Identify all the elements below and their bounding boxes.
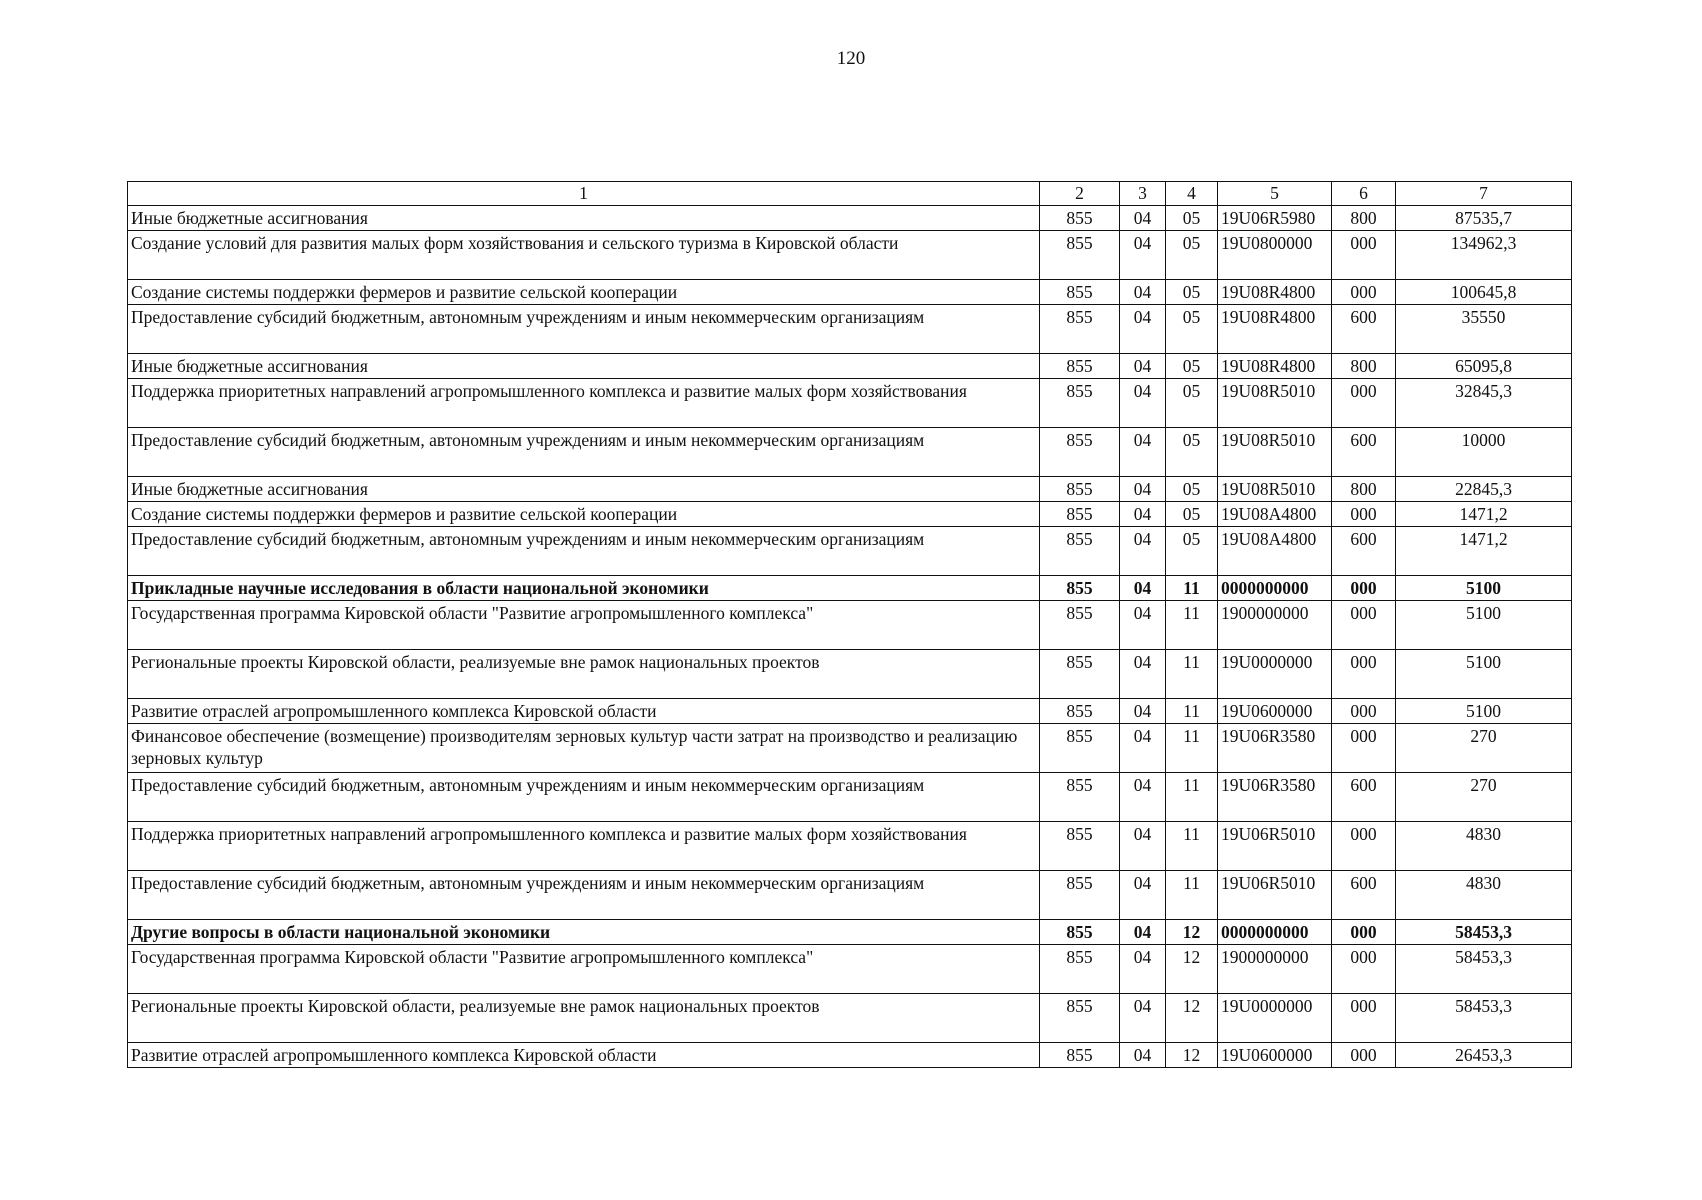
row-name-cell: Создание условий для развития малых форм хозяйствования и сельского туризма в Кировской области [128, 231, 1040, 280]
amount-cell: 5100 [1396, 650, 1572, 699]
section-code-cell: 04 [1120, 994, 1166, 1043]
row-name-cell: Создание системы поддержки фермеров и развитие сельской кооперации [128, 502, 1040, 527]
table-row [128, 945, 1572, 994]
target-article-cell: 19U06R3580 [1218, 724, 1332, 773]
ministry-code-cell: 855 [1040, 231, 1120, 280]
ministry-code-cell: 855 [1040, 822, 1120, 871]
row-name-cell: Создание системы поддержки фермеров и развитие сельской кооперации [128, 280, 1040, 305]
amount-cell: 1471,2 [1396, 527, 1572, 576]
ministry-code-cell: 855 [1040, 379, 1120, 428]
ministry-code-cell: 855 [1040, 920, 1120, 945]
expense-type-cell: 000 [1332, 920, 1396, 945]
expense-type-cell: 000 [1332, 650, 1396, 699]
ministry-code-cell: 855 [1040, 1043, 1120, 1068]
ministry-code-cell: 855 [1040, 305, 1120, 354]
section-code-cell: 04 [1120, 871, 1166, 920]
section-code-cell: 04 [1120, 280, 1166, 305]
target-article-cell: 19U06R3580 [1218, 773, 1332, 822]
target-article-cell: 19U06R5010 [1218, 822, 1332, 871]
target-article-cell: 19U08R5010 [1218, 379, 1332, 428]
expense-type-cell: 600 [1332, 527, 1396, 576]
table-row [128, 822, 1572, 871]
row-name-cell: Поддержка приоритетных направлений агропромышленного комплекса и развитие малых форм хозяйствования [128, 822, 1040, 871]
row-name-cell: Предоставление субсидий бюджетным, автономным учреждениям и иным некоммерческим организациям [128, 428, 1040, 477]
subsection-code-cell: 05 [1166, 231, 1218, 280]
ministry-code-cell: 855 [1040, 206, 1120, 231]
target-article-cell: 19U0600000 [1218, 1043, 1332, 1068]
ministry-code-cell: 855 [1040, 428, 1120, 477]
column-header: 6 [1332, 182, 1396, 206]
ministry-code-cell: 855 [1040, 994, 1120, 1043]
expense-type-cell: 600 [1332, 428, 1396, 477]
row-name-cell: Иные бюджетные ассигнования [128, 477, 1040, 502]
target-article-cell: 1900000000 [1218, 601, 1332, 650]
section-code-cell: 04 [1120, 206, 1166, 231]
section-code-cell: 04 [1120, 699, 1166, 724]
amount-cell: 1471,2 [1396, 502, 1572, 527]
section-code-cell: 04 [1120, 576, 1166, 601]
expense-type-cell: 800 [1332, 354, 1396, 379]
amount-cell: 270 [1396, 724, 1572, 773]
ministry-code-cell: 855 [1040, 601, 1120, 650]
subsection-code-cell: 11 [1166, 871, 1218, 920]
table-row [128, 379, 1572, 428]
row-name-cell: Прикладные научные исследования в области национальной экономики [128, 576, 1040, 601]
ministry-code-cell: 855 [1040, 502, 1120, 527]
subsection-code-cell: 11 [1166, 724, 1218, 773]
table-row [128, 773, 1572, 822]
expense-type-cell: 000 [1332, 502, 1396, 527]
amount-cell: 58453,3 [1396, 920, 1572, 945]
column-header: 2 [1040, 182, 1120, 206]
target-article-cell: 19U0000000 [1218, 994, 1332, 1043]
table-row [128, 650, 1572, 699]
section-code-cell: 04 [1120, 822, 1166, 871]
row-name-cell: Региональные проекты Кировской области, реализуемые вне рамок национальных проектов [128, 650, 1040, 699]
section-code-cell: 04 [1120, 231, 1166, 280]
row-name-cell: Иные бюджетные ассигнования [128, 354, 1040, 379]
expense-type-cell: 600 [1332, 305, 1396, 354]
row-name-cell: Иные бюджетные ассигнования [128, 206, 1040, 231]
section-code-cell: 04 [1120, 428, 1166, 477]
subsection-code-cell: 05 [1166, 305, 1218, 354]
row-name-cell: Государственная программа Кировской области "Развитие агропромышленного комплекса" [128, 601, 1040, 650]
expense-type-cell: 000 [1332, 822, 1396, 871]
expense-type-cell: 600 [1332, 871, 1396, 920]
section-code-cell: 04 [1120, 724, 1166, 773]
target-article-cell: 19U08R4800 [1218, 354, 1332, 379]
section-code-cell: 04 [1120, 379, 1166, 428]
table-row [128, 1043, 1572, 1068]
target-article-cell: 19U08A4800 [1218, 502, 1332, 527]
row-name-cell: Финансовое обеспечение (возмещение) производителям зерновых культур части затрат на производство и реализацию зерновых культур [128, 724, 1040, 773]
section-code-cell: 04 [1120, 527, 1166, 576]
subsection-code-cell: 12 [1166, 994, 1218, 1043]
table-row [128, 280, 1572, 305]
expense-type-cell: 000 [1332, 945, 1396, 994]
subsection-code-cell: 05 [1166, 280, 1218, 305]
section-code-cell: 04 [1120, 650, 1166, 699]
ministry-code-cell: 855 [1040, 699, 1120, 724]
ministry-code-cell: 855 [1040, 354, 1120, 379]
ministry-code-cell: 855 [1040, 527, 1120, 576]
subsection-code-cell: 12 [1166, 920, 1218, 945]
amount-cell: 10000 [1396, 428, 1572, 477]
subsection-code-cell: 11 [1166, 650, 1218, 699]
table-row [128, 354, 1572, 379]
table-row [128, 699, 1572, 724]
target-article-cell: 19U08R4800 [1218, 280, 1332, 305]
expense-type-cell: 000 [1332, 601, 1396, 650]
amount-cell: 22845,3 [1396, 477, 1572, 502]
subsection-code-cell: 05 [1166, 354, 1218, 379]
amount-cell: 5100 [1396, 699, 1572, 724]
ministry-code-cell: 855 [1040, 280, 1120, 305]
target-article-cell: 19U08R4800 [1218, 305, 1332, 354]
row-name-cell: Предоставление субсидий бюджетным, автономным учреждениям и иным некоммерческим организациям [128, 871, 1040, 920]
column-header: 1 [128, 182, 1040, 206]
amount-cell: 87535,7 [1396, 206, 1572, 231]
row-name-cell: Развитие отраслей агропромышленного комплекса Кировской области [128, 1043, 1040, 1068]
table-body [128, 206, 1572, 1068]
subsection-code-cell: 05 [1166, 428, 1218, 477]
target-article-cell: 19U08R5010 [1218, 477, 1332, 502]
subsection-code-cell: 05 [1166, 502, 1218, 527]
table-row [128, 206, 1572, 231]
subsection-code-cell: 12 [1166, 1043, 1218, 1068]
subsection-code-cell: 11 [1166, 699, 1218, 724]
subsection-code-cell: 11 [1166, 773, 1218, 822]
section-code-cell: 04 [1120, 945, 1166, 994]
table-row [128, 502, 1572, 527]
row-name-cell: Поддержка приоритетных направлений агропромышленного комплекса и развитие малых форм хозяйствования [128, 379, 1040, 428]
target-article-cell: 19U06R5980 [1218, 206, 1332, 231]
column-header: 7 [1396, 182, 1572, 206]
subsection-code-cell: 05 [1166, 206, 1218, 231]
table-row [128, 477, 1572, 502]
row-name-cell: Государственная программа Кировской области "Развитие агропромышленного комплекса" [128, 945, 1040, 994]
column-header: 3 [1120, 182, 1166, 206]
subsection-code-cell: 11 [1166, 576, 1218, 601]
expense-type-cell: 000 [1332, 231, 1396, 280]
amount-cell: 4830 [1396, 822, 1572, 871]
target-article-cell: 19U0000000 [1218, 650, 1332, 699]
target-article-cell: 0000000000 [1218, 576, 1332, 601]
section-code-cell: 04 [1120, 920, 1166, 945]
target-article-cell: 1900000000 [1218, 945, 1332, 994]
table-row [128, 601, 1572, 650]
subsection-code-cell: 12 [1166, 945, 1218, 994]
section-code-cell: 04 [1120, 1043, 1166, 1068]
table-row [128, 428, 1572, 477]
ministry-code-cell: 855 [1040, 773, 1120, 822]
section-code-cell: 04 [1120, 601, 1166, 650]
column-header: 4 [1166, 182, 1218, 206]
section-code-cell: 04 [1120, 305, 1166, 354]
expense-type-cell: 000 [1332, 994, 1396, 1043]
target-article-cell: 0000000000 [1218, 920, 1332, 945]
ministry-code-cell: 855 [1040, 724, 1120, 773]
amount-cell: 58453,3 [1396, 994, 1572, 1043]
table-row [128, 920, 1572, 945]
expense-type-cell: 800 [1332, 206, 1396, 231]
column-header: 5 [1218, 182, 1332, 206]
row-name-cell: Другие вопросы в области национальной экономики [128, 920, 1040, 945]
page-number: 120 [836, 48, 866, 69]
subsection-code-cell: 11 [1166, 601, 1218, 650]
expense-type-cell: 600 [1332, 773, 1396, 822]
table-row [128, 231, 1572, 280]
expense-type-cell: 000 [1332, 280, 1396, 305]
amount-cell: 35550 [1396, 305, 1572, 354]
subsection-code-cell: 05 [1166, 379, 1218, 428]
amount-cell: 5100 [1396, 576, 1572, 601]
row-name-cell: Развитие отраслей агропромышленного комплекса Кировской области [128, 699, 1040, 724]
section-code-cell: 04 [1120, 354, 1166, 379]
section-code-cell: 04 [1120, 773, 1166, 822]
subsection-code-cell: 11 [1166, 822, 1218, 871]
amount-cell: 65095,8 [1396, 354, 1572, 379]
amount-cell: 32845,3 [1396, 379, 1572, 428]
amount-cell: 270 [1396, 773, 1572, 822]
ministry-code-cell: 855 [1040, 871, 1120, 920]
amount-cell: 58453,3 [1396, 945, 1572, 994]
target-article-cell: 19U0600000 [1218, 699, 1332, 724]
amount-cell: 100645,8 [1396, 280, 1572, 305]
row-name-cell: Предоставление субсидий бюджетным, автономным учреждениям и иным некоммерческим организациям [128, 305, 1040, 354]
expense-type-cell: 000 [1332, 1043, 1396, 1068]
row-name-cell: Региональные проекты Кировской области, реализуемые вне рамок национальных проектов [128, 994, 1040, 1043]
subsection-code-cell: 05 [1166, 527, 1218, 576]
expense-type-cell: 000 [1332, 699, 1396, 724]
budget-table [127, 181, 1572, 1068]
ministry-code-cell: 855 [1040, 576, 1120, 601]
amount-cell: 4830 [1396, 871, 1572, 920]
ministry-code-cell: 855 [1040, 650, 1120, 699]
expense-type-cell: 000 [1332, 576, 1396, 601]
column-number-header [128, 182, 1572, 206]
table-row [128, 305, 1572, 354]
table-row [128, 576, 1572, 601]
row-name-cell: Предоставление субсидий бюджетным, автономным учреждениям и иным некоммерческим организациям [128, 773, 1040, 822]
amount-cell: 134962,3 [1396, 231, 1572, 280]
target-article-cell: 19U0800000 [1218, 231, 1332, 280]
subsection-code-cell: 05 [1166, 477, 1218, 502]
table-row [128, 724, 1572, 773]
table-row [128, 994, 1572, 1043]
amount-cell: 26453,3 [1396, 1043, 1572, 1068]
expense-type-cell: 000 [1332, 724, 1396, 773]
target-article-cell: 19U06R5010 [1218, 871, 1332, 920]
table-row [128, 871, 1572, 920]
expense-type-cell: 800 [1332, 477, 1396, 502]
row-name-cell: Предоставление субсидий бюджетным, автономным учреждениям и иным некоммерческим организациям [128, 527, 1040, 576]
target-article-cell: 19U08A4800 [1218, 527, 1332, 576]
expense-type-cell: 000 [1332, 379, 1396, 428]
target-article-cell: 19U08R5010 [1218, 428, 1332, 477]
section-code-cell: 04 [1120, 477, 1166, 502]
section-code-cell: 04 [1120, 502, 1166, 527]
table-row [128, 527, 1572, 576]
amount-cell: 5100 [1396, 601, 1572, 650]
ministry-code-cell: 855 [1040, 945, 1120, 994]
ministry-code-cell: 855 [1040, 477, 1120, 502]
